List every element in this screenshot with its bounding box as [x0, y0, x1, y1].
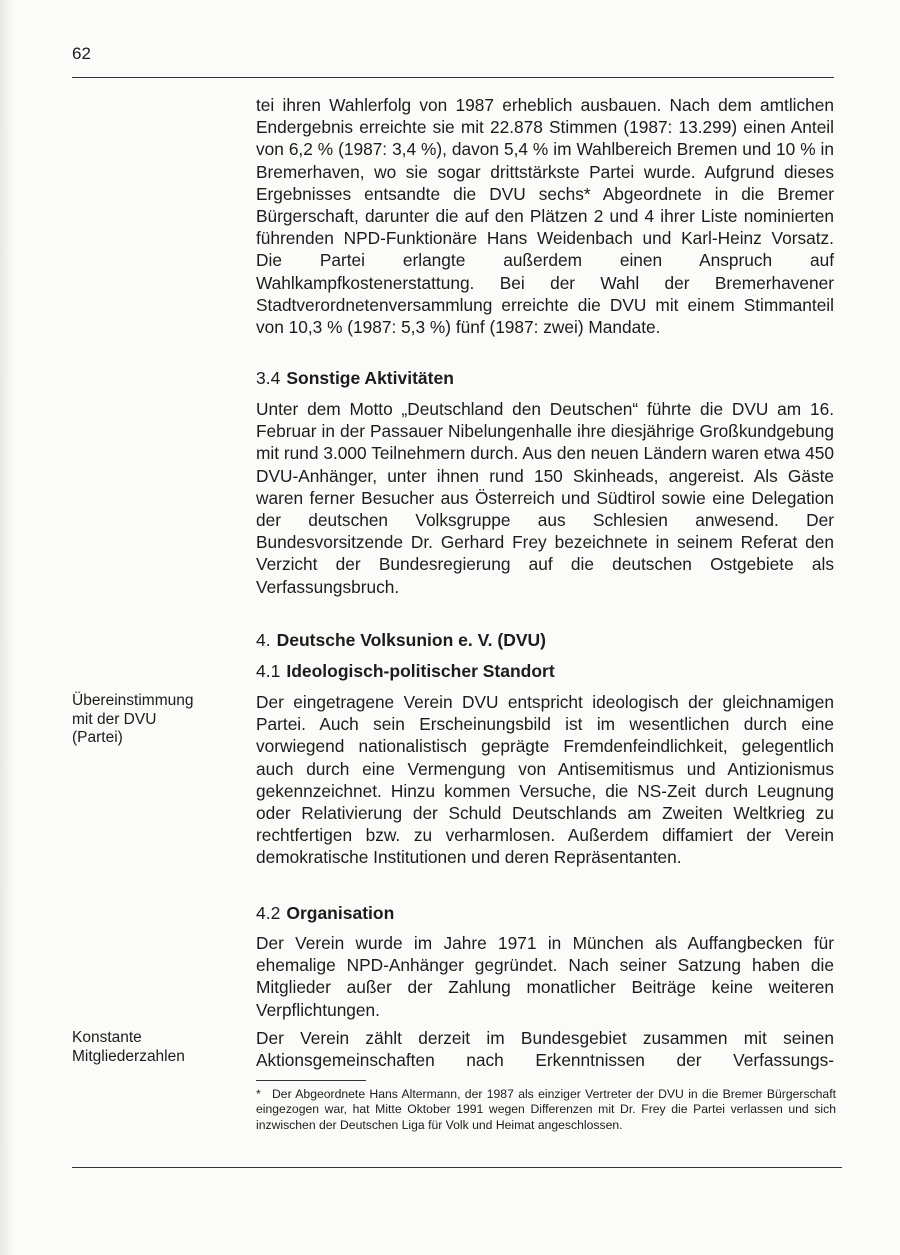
paragraph-election-result: tei ihren Wahlerfolg von 1987 erheblich ausbauen. Nach dem amtlichen Endergebnis erreichte sie mit 22.878 Stimmen (1987: 13.299) einen Anteil von 6,2 % (1987: 3,4 %), davon 5,4 % im Wahlbereich Bremen und 10 % in Bremerhaven, wo sie sogar drittstärkste Partei wurde. Aufgrund dieses Ergebnisses entsandte die DVU sechs* Abgeordnete in die Bremer Bürgerschaft, darunter die auf den Plätzen 2 und 4 ihrer Liste nominierten führenden NPD-Funktionäre Hans Weidenbach und Karl-Heinz Vorsatz. Die Partei erlangte außerdem einen Anspruch auf Wahlkampfkostenerstattung. Bei der Wahl der Bremerhavener Stadtverordnetenversammlung erreichte die DVU mit einem Stimmanteil von 10,3 % (1987: 5,3 %) fünf (1987: zwei) Mandate.	[256, 95, 834, 338]
heading-3-4	[256, 367, 454, 389]
heading-4-1	[256, 660, 555, 682]
margin-note-konstante	[72, 1029, 232, 1066]
heading-4	[256, 629, 546, 651]
footnote-rule	[256, 1080, 366, 1081]
heading-title: Deutsche Volksunion e. V. (DVU)	[276, 630, 546, 650]
footnote-marker: *	[256, 1087, 261, 1101]
heading-number: 4.	[256, 630, 271, 650]
margin-note-uebereinstimmung	[72, 692, 232, 748]
margin-note-line: mit der DVU	[72, 710, 157, 728]
footnote	[256, 1087, 836, 1133]
heading-4-2	[256, 902, 394, 924]
heading-title: Organisation	[286, 903, 395, 923]
margin-note-line: Mitgliederzahlen	[72, 1047, 185, 1065]
footnote-text: Der Abgeordnete Hans Altermann, der 1987 als einziger Vertreter der DVU in die Bremer Bürgerschaft eingezogen war, hat Mitte Oktober 1991 wegen Differenzen mit Dr. Frey die Partei verlassen und sich inzwischen der Deutschen Liga für Volk und Heimat angeschlossen.	[256, 1087, 836, 1132]
margin-note-line: (Partei)	[72, 729, 123, 746]
footer-rule	[72, 1167, 842, 1168]
page-number: 62	[72, 44, 91, 63]
margin-note-line: Konstante	[72, 1029, 142, 1046]
heading-title: Sonstige Aktivitäten	[286, 368, 454, 388]
heading-number: 3.4	[256, 368, 281, 388]
paragraph-organisation: Der Verein wurde im Jahre 1971 in München als Auffangbecken für ehemalige NPD-Anhänger gegründet. Nach seiner Satzung haben die Mitglieder außer der Zahlung monatlicher Beiträge keine weiteren Verpflichtungen.	[256, 933, 834, 1020]
paragraph-ideology: Der eingetragene Verein DVU entspricht ideologisch der gleichnamigen Partei. Auch sein Erscheinungsbild ist im wesentlichen durch eine vorwiegend nationalistisch geprägte Fremdenfeindlichkeit, gelegentlich auch durch eine Vermengung von Antisemitismus und Antizionismus gekennzeichnet. Hinzu kommen Versuche, die NS-Zeit durch Leugnung oder Relativierung der Schuld Deutschlands am Zweiten Weltkrieg zu rechtfertigen bzw. zu verharmlosen. Außerdem diffamiert der Verein demokratische Institutionen und deren Repräsentanten.	[256, 692, 834, 868]
header-rule	[72, 77, 834, 78]
heading-title: Ideologisch-politischer Standort	[286, 661, 555, 681]
paragraph-other-activities: Unter dem Motto „Deutschland den Deutschen“ führte die DVU am 16. Februar in der Passauer Nibelungenhalle ihre diesjährige Großkundgebung mit rund 3.000 Teilnehmern durch. Aus den neuen Ländern waren etwa 450 DVU-Anhänger, unter ihnen rund 150 Skinheads, angereist. Als Gäste waren ferner Besucher aus Österreich und Südtirol sowie eine Delegation der deutschen Volksgruppe aus Schlesien anwesend. Der Bundesvorsitzende Dr. Gerhard Frey bezeichnete in seinem Referat den Verzicht der Bundesregierung auf die deutschen Ostgebiete als Verfassungsbruch.	[256, 399, 834, 597]
margin-note-line: Übereinstimmung	[72, 692, 194, 709]
page-spine-shadow	[0, 0, 14, 1255]
heading-number: 4.2	[256, 903, 281, 923]
paragraph-membership: Der Verein zählt derzeit im Bundesgebiet zusammen mit seinen Aktionsgemeinschaften nach Erkenntnissen der Verfassungs-	[256, 1028, 834, 1071]
heading-number: 4.1	[256, 661, 281, 681]
